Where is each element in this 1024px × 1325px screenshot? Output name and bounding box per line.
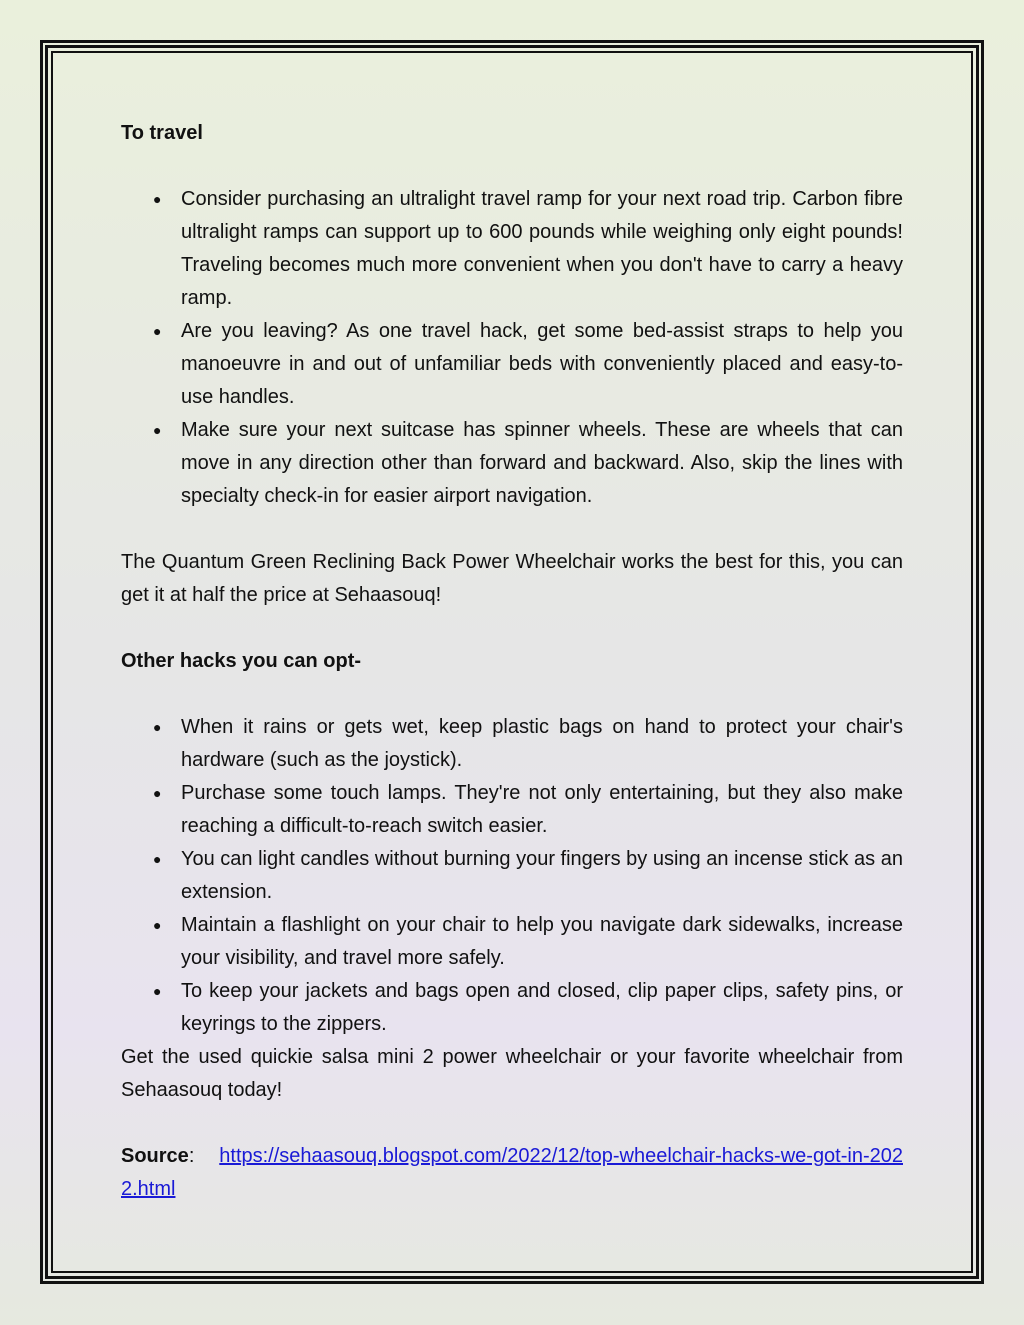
list-item-text: You can light candles without burning your fingers by using an incense stick as an extension. (181, 848, 903, 903)
source-label: Source (121, 1145, 189, 1167)
bullet-icon: ● (153, 719, 162, 735)
list-item (121, 975, 903, 1041)
section-heading-other-hacks: Other hacks you can opt- (121, 650, 362, 672)
section-heading-travel: To travel (121, 122, 203, 144)
list-item (121, 711, 903, 777)
bullet-icon: ● (153, 323, 162, 339)
bullet-icon: ● (153, 983, 162, 999)
bullet-icon: ● (153, 191, 162, 207)
list-item-text: Consider purchasing an ultralight travel ramp for your next road trip. Carbon fibre ultralight ramps can support up to 600 pounds while weighing only eight pounds! Traveling becomes much more convenient when you don't have to carry a heavy ramp. (181, 188, 903, 309)
source-separator: : (188, 1145, 195, 1167)
list-item-text: To keep your jackets and bags open and closed, clip paper clips, safety pins, or keyrings to the zippers. (181, 980, 903, 1035)
bullet-icon: ● (153, 785, 162, 801)
other-hacks-list (121, 711, 903, 1041)
list-item (121, 315, 903, 414)
closing-paragraph: Get the used quickie salsa mini 2 power wheelchair or your favorite wheelchair from Sehaasouq today! (121, 1046, 903, 1101)
list-item-text: Are you leaving? As one travel hack, get some bed-assist straps to help you manoeuvre in and out of unfamiliar beds with conveniently placed and easy-to-use handles. (181, 320, 903, 408)
list-item (121, 414, 903, 513)
bullet-icon: ● (153, 917, 162, 933)
list-item-text: Maintain a flashlight on your chair to help you navigate dark sidewalks, increase your visibility, and travel more safely. (181, 914, 903, 969)
list-item (121, 777, 903, 843)
source-line (121, 1140, 903, 1206)
document-content (121, 117, 903, 1206)
list-item (121, 183, 903, 315)
source-link[interactable]: https://sehaasouq.blogspot.com/2022/12/top-wheelchair-hacks-we-got-in-2022.html (121, 1145, 903, 1200)
list-item-text: Make sure your next suitcase has spinner wheels. These are wheels that can move in any direction other than forward and backward. Also, skip the lines with specialty check-in for easier airport navigation. (181, 419, 903, 507)
wheelchair-recommendation-paragraph: The Quantum Green Reclining Back Power Wheelchair works the best for this, you can get it at half the price at Sehaasouq! (121, 551, 903, 606)
list-item-text: When it rains or gets wet, keep plastic bags on hand to protect your chair's hardware (such as the joystick). (181, 716, 903, 771)
list-item-text: Purchase some touch lamps. They're not only entertaining, but they also make reaching a difficult-to-reach switch easier. (181, 782, 903, 837)
travel-hacks-list (121, 183, 903, 513)
list-item (121, 909, 903, 975)
bullet-icon: ● (153, 422, 162, 438)
list-item (121, 843, 903, 909)
bullet-icon: ● (153, 851, 162, 867)
